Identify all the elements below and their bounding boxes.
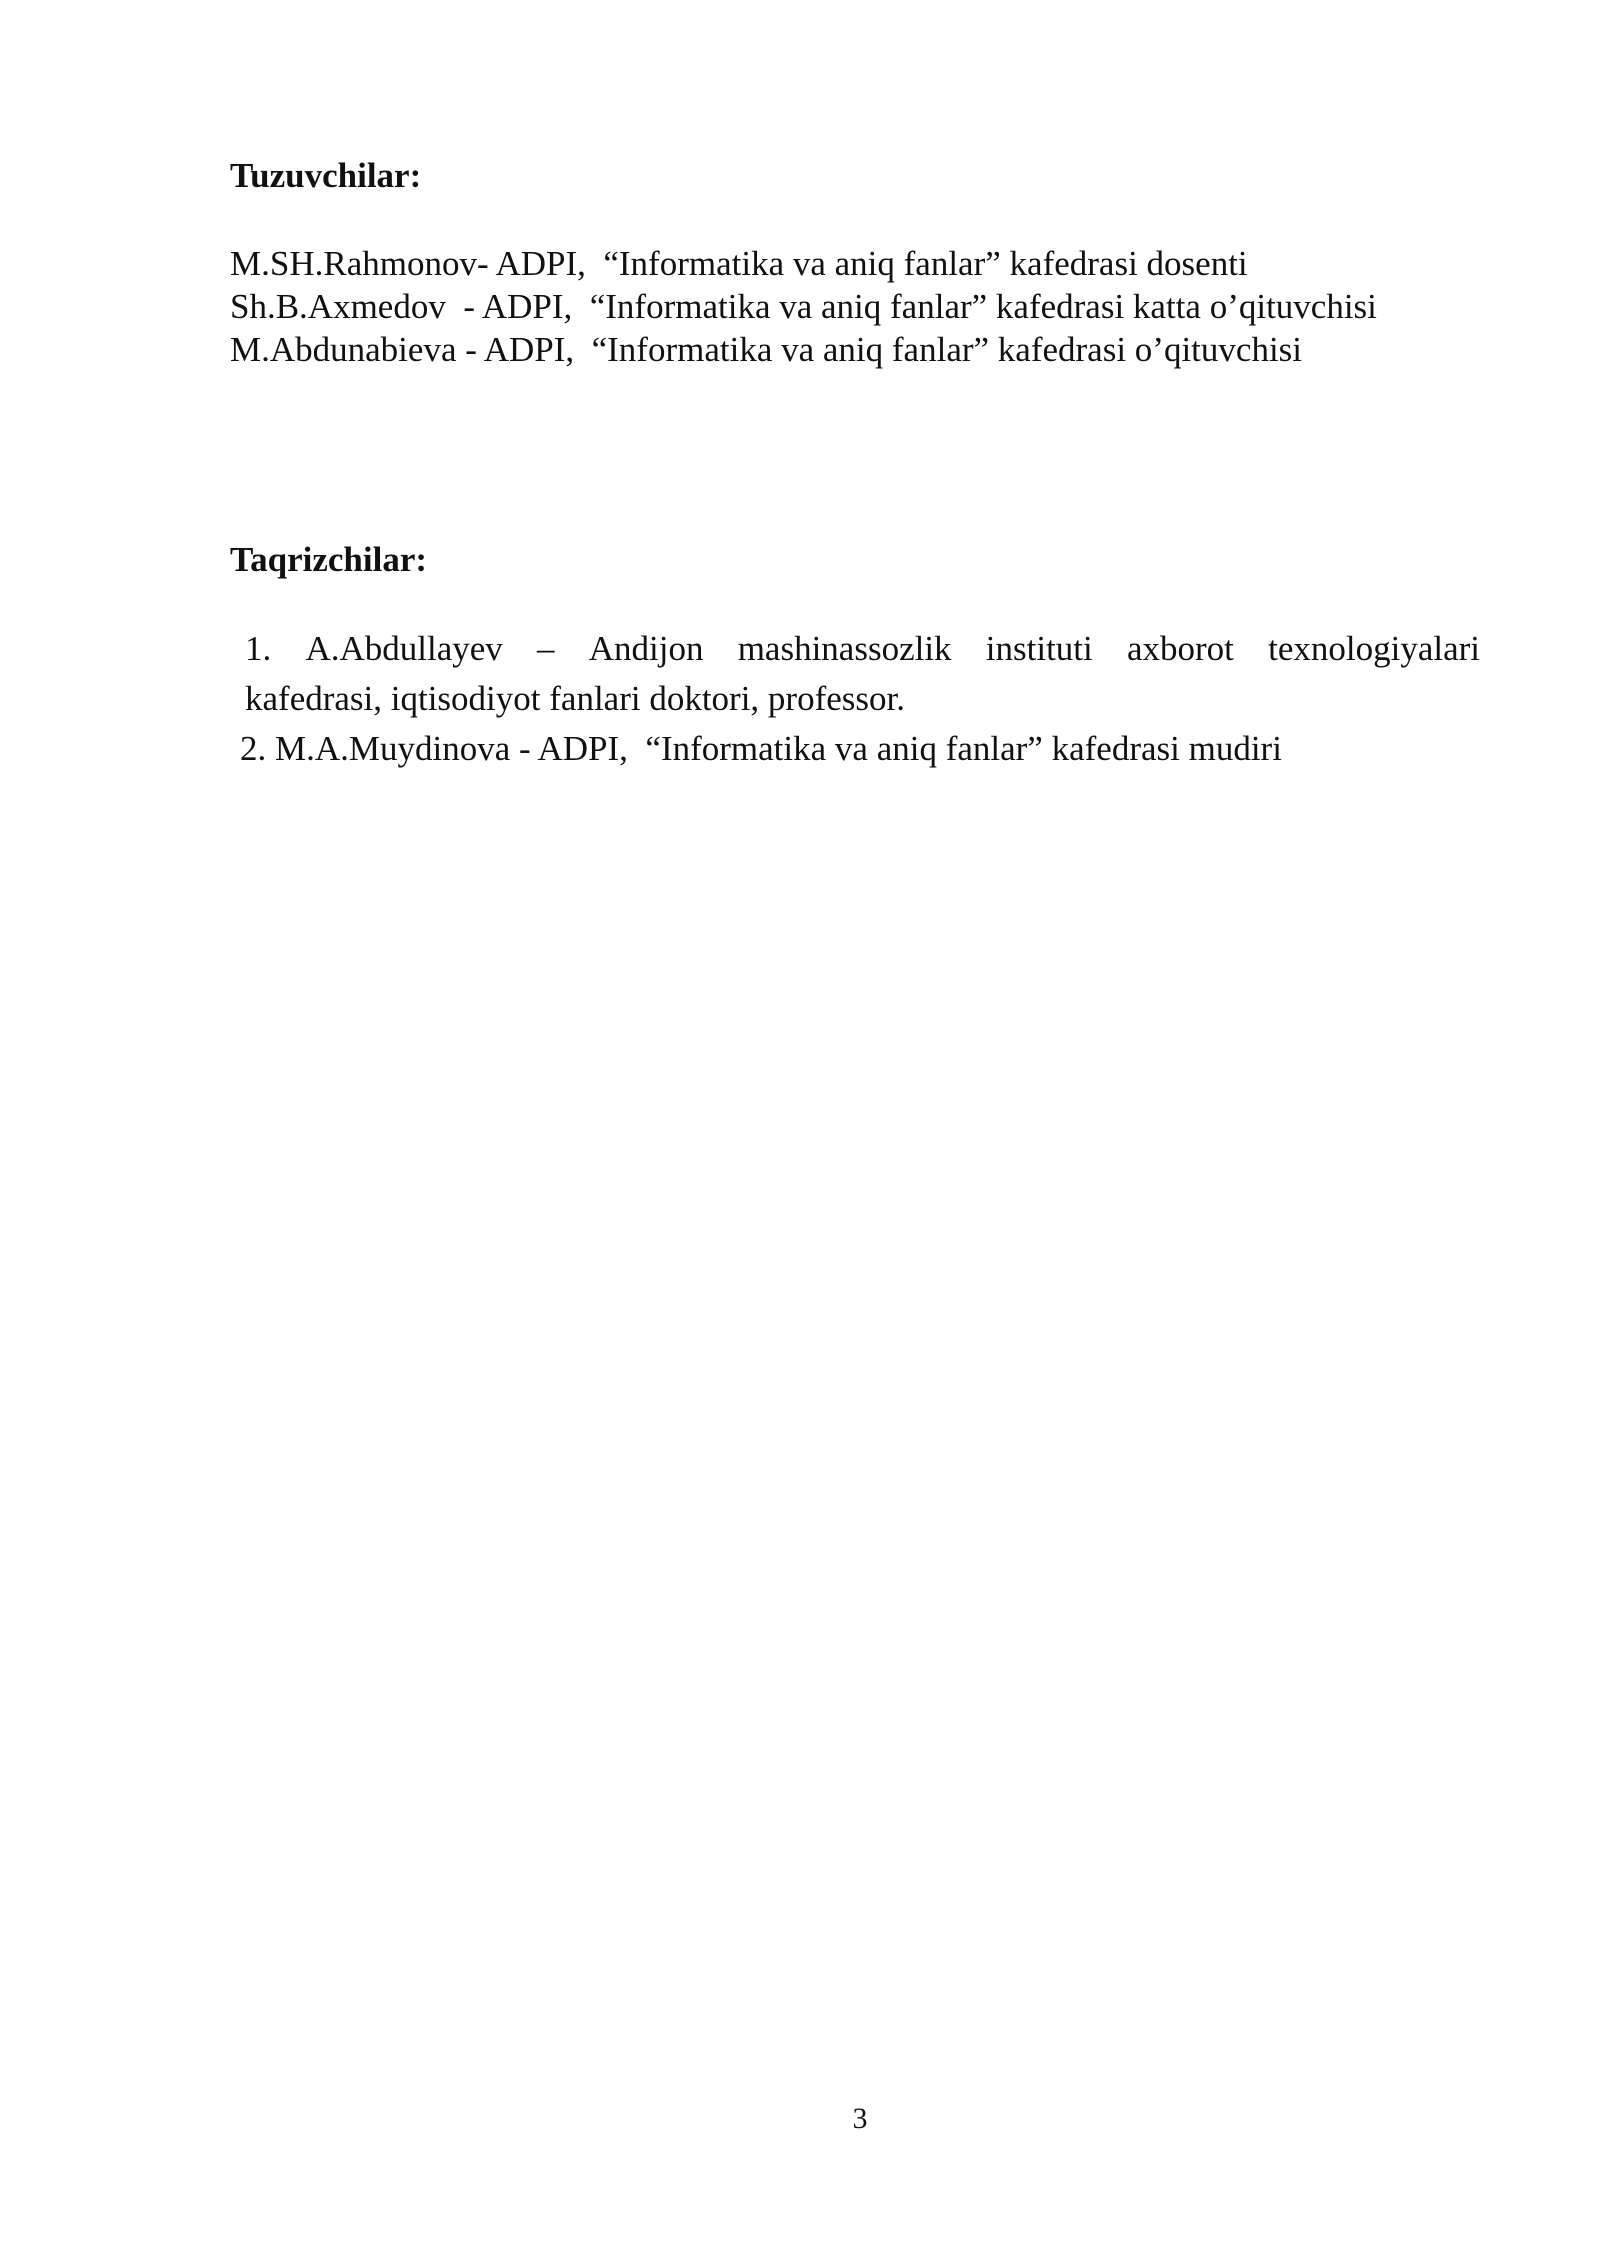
- reviewer-word: 1.: [245, 629, 272, 668]
- reviewer-item-continuation: kafedrasi, iqtisodiyot fanlari doktori, professor.: [245, 679, 905, 718]
- compiler-item: M.Abdunabieva - ADPI, “Informatika va aniq fanlar” kafedrasi o’qituvchisi: [230, 330, 1303, 369]
- reviewer-word: –: [537, 629, 555, 668]
- reviewer-word: instituti: [985, 629, 1093, 668]
- reviewer-word: mashinassozlik: [737, 629, 952, 668]
- reviewer-word: A.Abdullayev: [305, 629, 503, 668]
- reviewer-word: texnologiyalari: [1268, 629, 1480, 668]
- compiler-item: M.SH.Rahmonov- ADPI, “Informatika va aniq fanlar” kafedrasi dosenti: [230, 244, 1248, 283]
- compilers-list: [230, 242, 1480, 371]
- reviewer-item: 2. M.A.Muydinova - ADPI, “Informatika va aniq fanlar” kafedrasi mudiri: [240, 729, 1282, 768]
- compilers-heading: Tuzuvchilar:: [230, 156, 422, 195]
- page-number: 3: [852, 2102, 868, 2135]
- reviewer-item-first-line: [245, 624, 1480, 674]
- reviewers-list: [230, 624, 1480, 774]
- reviewer-word: axborot: [1126, 629, 1234, 668]
- reviewer-word: Andijon: [588, 629, 704, 668]
- reviewer-item: [230, 624, 1480, 724]
- compiler-item: Sh.B.Axmedov - ADPI, “Informatika va aniq fanlar” kafedrasi katta o’qituvchisi: [230, 287, 1377, 326]
- reviewers-heading: Taqrizchilar:: [230, 540, 428, 579]
